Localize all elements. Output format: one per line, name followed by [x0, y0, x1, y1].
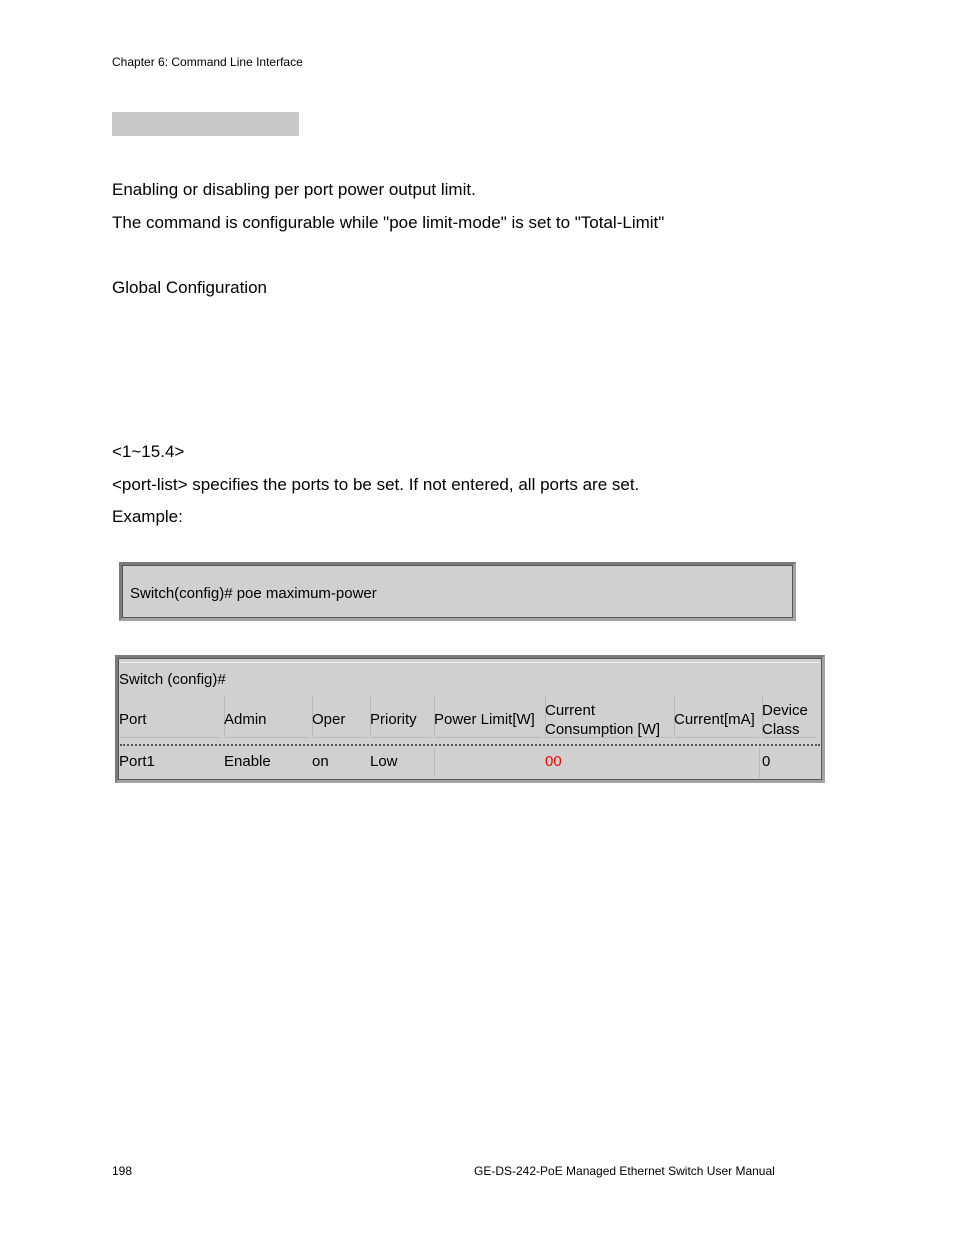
section-title-bar	[112, 112, 299, 136]
header-device-class-line-2: Class	[762, 721, 800, 738]
header-current-consumption-line-2: Consumption [W]	[545, 721, 661, 738]
output-prompt: Switch (config)#	[119, 671, 226, 688]
chapter-header: Chapter 6: Command Line Interface	[112, 55, 303, 69]
header-device-class	[762, 701, 808, 739]
header-port: Port	[119, 711, 147, 728]
row-current-consumption: 00	[545, 753, 562, 770]
header-priority: Priority	[370, 711, 417, 728]
mode-text: Global Configuration	[112, 278, 267, 297]
range-text: <1~15.4>	[112, 442, 185, 461]
output-top-highlight	[120, 662, 820, 663]
header-underline	[675, 737, 759, 738]
example-label: Example:	[112, 507, 183, 526]
header-underline	[120, 737, 220, 738]
header-underline	[313, 737, 367, 738]
row-column-divider	[759, 748, 760, 778]
row-device-class: 0	[762, 753, 771, 770]
row-priority: Low	[370, 753, 398, 770]
header-admin: Admin	[224, 711, 267, 728]
header-current-consumption	[545, 701, 660, 739]
command-example-box	[119, 562, 796, 621]
header-underline	[435, 737, 542, 738]
header-underline	[225, 737, 309, 738]
header-power-limit: Power Limit[W]	[434, 711, 535, 728]
port-list-description: <port-list> specifies the ports to be set. If not entered, all ports are set.	[112, 475, 640, 494]
output-example-box	[115, 655, 825, 783]
command-example-text: Switch(config)# poe maximum-power	[130, 585, 377, 602]
description-line-2: The command is configurable while "poe limit-mode" is set to "Total-Limit"	[112, 213, 665, 232]
header-underline	[371, 737, 431, 738]
row-oper: on	[312, 753, 329, 770]
page-number: 198	[112, 1164, 133, 1178]
row-admin: Enable	[224, 753, 271, 770]
description-line-1: Enabling or disabling per port power output limit.	[112, 180, 476, 199]
manual-title: GE-DS-242-PoE Managed Ethernet Switch User Manual	[474, 1164, 775, 1178]
header-separator	[120, 744, 820, 746]
header-current-consumption-line-1: Current	[545, 702, 596, 719]
header-current-ma: Current[mA]	[674, 711, 755, 728]
header-oper: Oper	[312, 711, 346, 728]
header-device-class-line-1: Device	[762, 702, 808, 719]
row-column-divider	[434, 748, 435, 778]
row-port: Port1	[119, 753, 155, 770]
